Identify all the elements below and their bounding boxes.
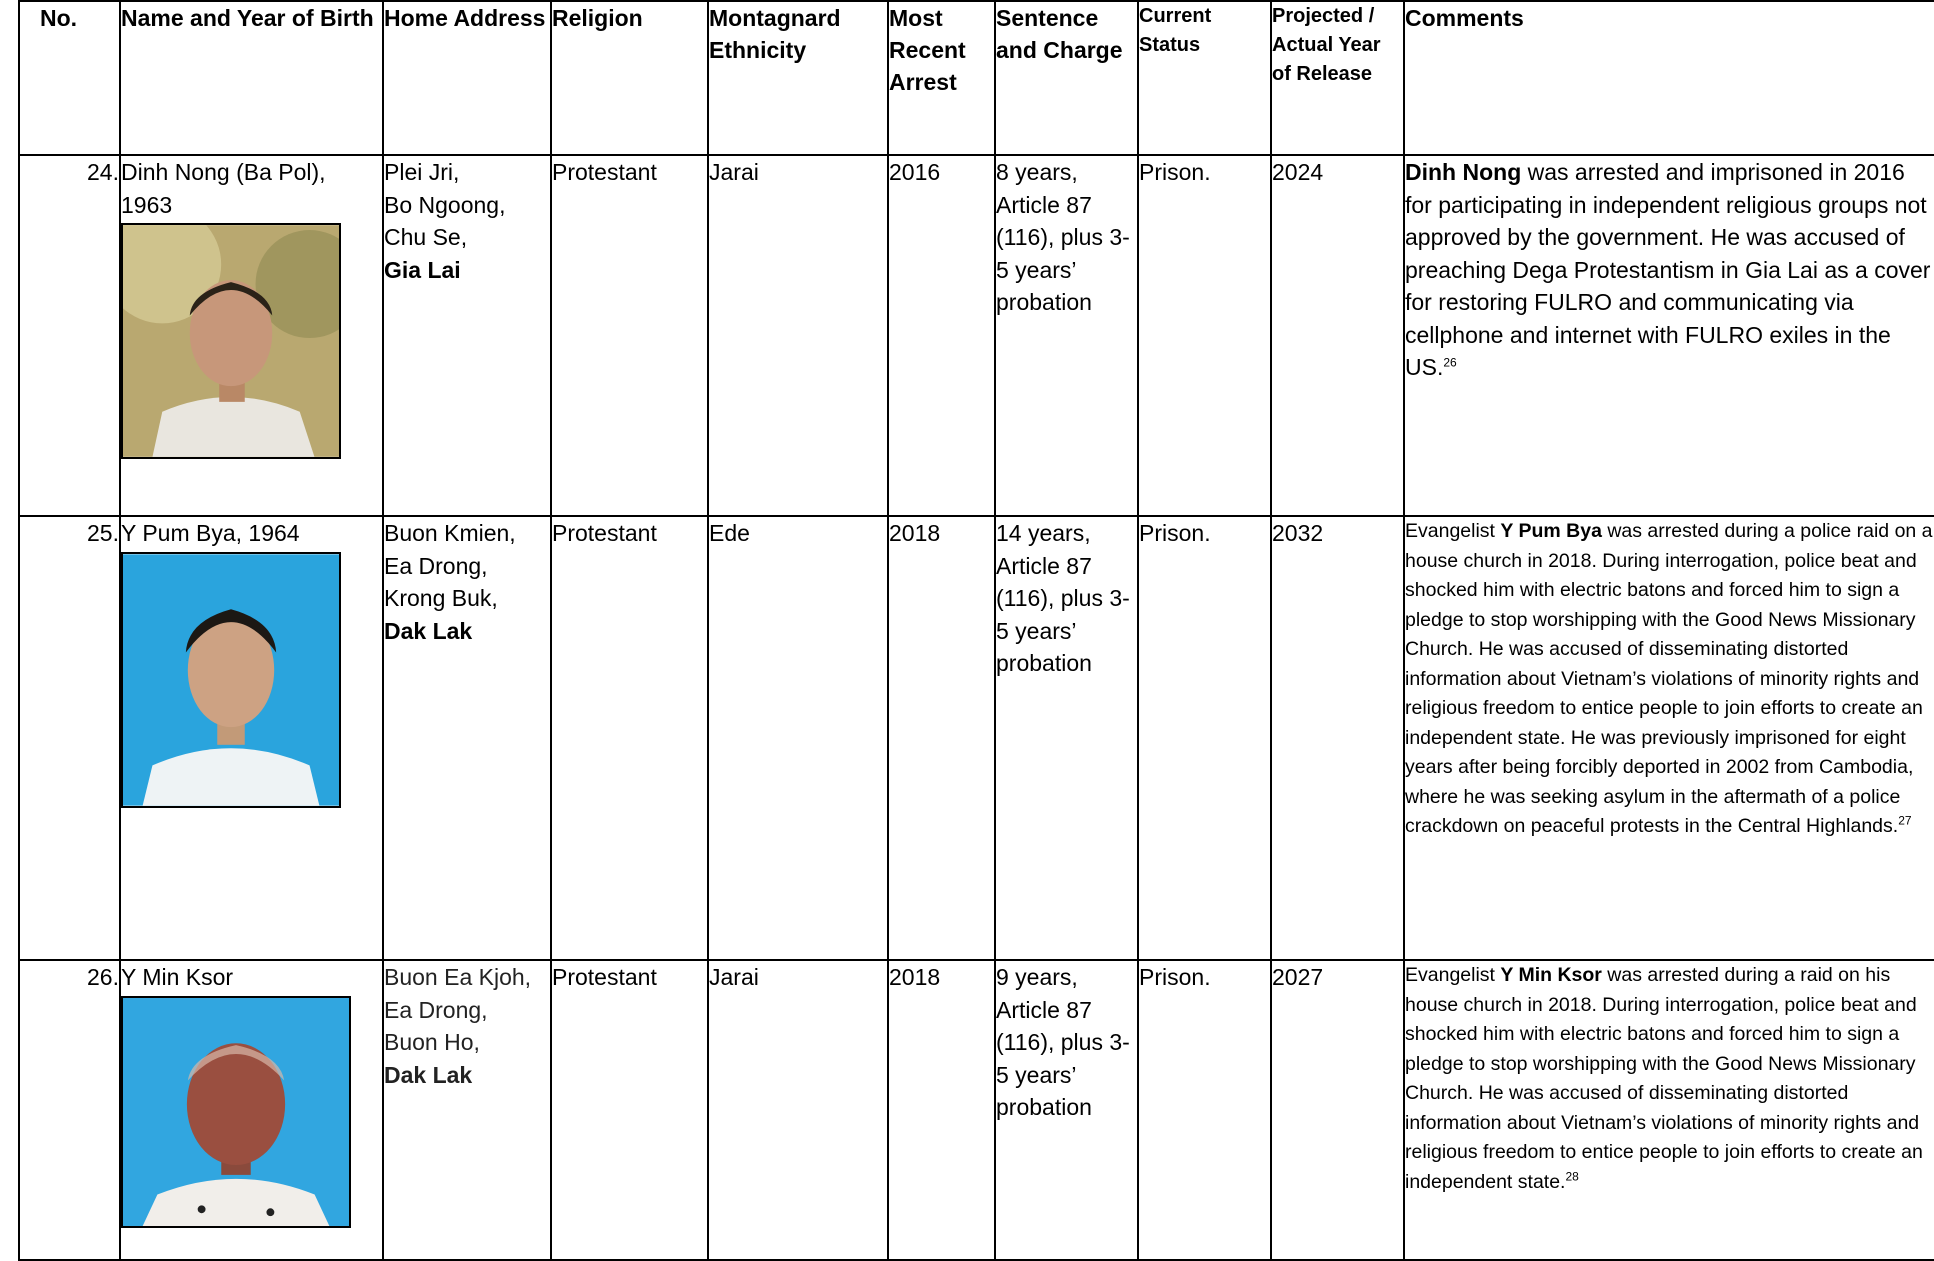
arrest-cell: 2018 [888, 960, 995, 1260]
address-province: Gia Lai [384, 256, 461, 283]
header-no: No. [19, 1, 120, 155]
sentence-cell: 8 years, Article 87 (116), plus 3-5 years’ probation [995, 155, 1138, 516]
header-status: Current Status [1138, 1, 1271, 155]
comments-cell [1404, 516, 1934, 960]
comment-text: was arrested during a raid on his house church in 2018. During interrogation, police beat and shocked him with electric batons and forced him to sign a pledge to stop worshipping with the Good News Missionary Church. He was accused of disseminating distorted information about Vietnam’s violations of minority rights and religious freedom to entice people to join efforts to create an independent state. [1405, 964, 1923, 1193]
name-cell [120, 155, 383, 516]
header-row [19, 1, 1934, 155]
header-release: Projected / Actual Year of Release [1271, 1, 1404, 155]
release-cell: 2027 [1271, 960, 1404, 1260]
header-ethnicity: Montagnard Ethnicity [708, 1, 888, 155]
header-comments: Comments [1404, 1, 1934, 155]
ethnicity-cell: Jarai [708, 960, 888, 1260]
header-religion: Religion [551, 1, 708, 155]
comment-text: was arrested and imprisoned in 2016 for participating in independent religious groups not approved by the government. He was accused of preaching Dega Protestantism in Gia Lai as a cover for restoring FULRO and communicating via cellphone and internet with FULRO exiles in the US. [1405, 159, 1931, 380]
comment-text: was arrested during a police raid on a house church in 2018. During interrogation, police beat and shocked him with electric batons and forced him to sign a pledge to stop worshipping with the Good News Missionary Church. He was accused of disseminating distorted information about Vietnam’s violations of minority rights and religious freedom to entice people to join efforts to create an independent state. He was previously imprisoned for eight years after being forcibly deported in 2002 from Cambodia, where he was seeking asylum in the aftermath of a police crackdown on peaceful protests in the Central Highlands. [1405, 520, 1933, 837]
table-row [19, 960, 1934, 1260]
address-line: Plei Jri, [384, 159, 460, 185]
address-cell [383, 155, 551, 516]
comment-name: Dinh Nong [1405, 159, 1522, 185]
sentence-cell: 9 years, Article 87 (116), plus 3-5 years’ probation [995, 960, 1138, 1260]
address-line: Buon Kmien, [384, 520, 516, 546]
ethnicity-cell: Jarai [708, 155, 888, 516]
prisoner-table [18, 0, 1934, 1261]
address-cell [383, 516, 551, 960]
address-line: Krong Buk, [384, 585, 498, 611]
table-row [19, 155, 1934, 516]
comments-cell [1404, 155, 1934, 516]
prisoner-name: Dinh Nong (Ba Pol), 1963 [121, 159, 326, 218]
religion-cell: Protestant [551, 516, 708, 960]
address-line: Chu Se, [384, 224, 468, 250]
address-line: Buon Ho, [384, 1029, 480, 1055]
header-sentence: Sentence and Charge [995, 1, 1138, 155]
status-cell: Prison. [1138, 960, 1271, 1260]
header-arrest: Most Recent Arrest [888, 1, 995, 155]
prisoner-photo [121, 223, 341, 459]
row-number: 25. [19, 516, 120, 960]
prisoner-name: Y Min Ksor [121, 964, 234, 990]
header-name: Name and Year of Birth [120, 1, 383, 155]
status-cell: Prison. [1138, 516, 1271, 960]
religion-cell: Protestant [551, 960, 708, 1260]
address-line: Bo Ngoong, [384, 191, 506, 218]
ethnicity-cell: Ede [708, 516, 888, 960]
row-number: 26. [19, 960, 120, 1260]
prisoner-name: Y Pum Bya, 1964 [121, 520, 300, 546]
address-line: Ea Drong, [384, 552, 488, 579]
comment-name: Y Min Ksor [1500, 964, 1602, 986]
comments-cell [1404, 960, 1934, 1260]
religion-cell: Protestant [551, 155, 708, 516]
address-line: Ea Drong, [384, 996, 488, 1023]
row-number: 24. [19, 155, 120, 516]
address-cell [383, 960, 551, 1260]
address-province: Dak Lak [384, 1061, 473, 1088]
header-address: Home Address [383, 1, 551, 155]
arrest-cell: 2018 [888, 516, 995, 960]
comment-name: Y Pum Bya [1500, 520, 1602, 542]
name-cell [120, 960, 383, 1260]
prisoner-photo [121, 996, 351, 1228]
release-cell: 2032 [1271, 516, 1404, 960]
comment-prefix: Evangelist [1405, 520, 1501, 542]
footnote-ref[interactable]: 28 [1565, 1169, 1579, 1183]
comment-prefix: Evangelist [1405, 964, 1501, 986]
footnote-ref[interactable]: 27 [1898, 813, 1912, 828]
prisoner-photo [121, 552, 341, 808]
sentence-cell: 14 years, Article 87 (116), plus 3-5 years’ probation [995, 516, 1138, 960]
release-cell: 2024 [1271, 155, 1404, 516]
address-line: Buon Ea Kjoh, [384, 964, 532, 990]
status-cell: Prison. [1138, 155, 1271, 516]
footnote-ref[interactable]: 26 [1443, 355, 1457, 370]
table-row [19, 516, 1934, 960]
arrest-cell: 2016 [888, 155, 995, 516]
name-cell [120, 516, 383, 960]
address-province: Dak Lak [384, 617, 473, 644]
